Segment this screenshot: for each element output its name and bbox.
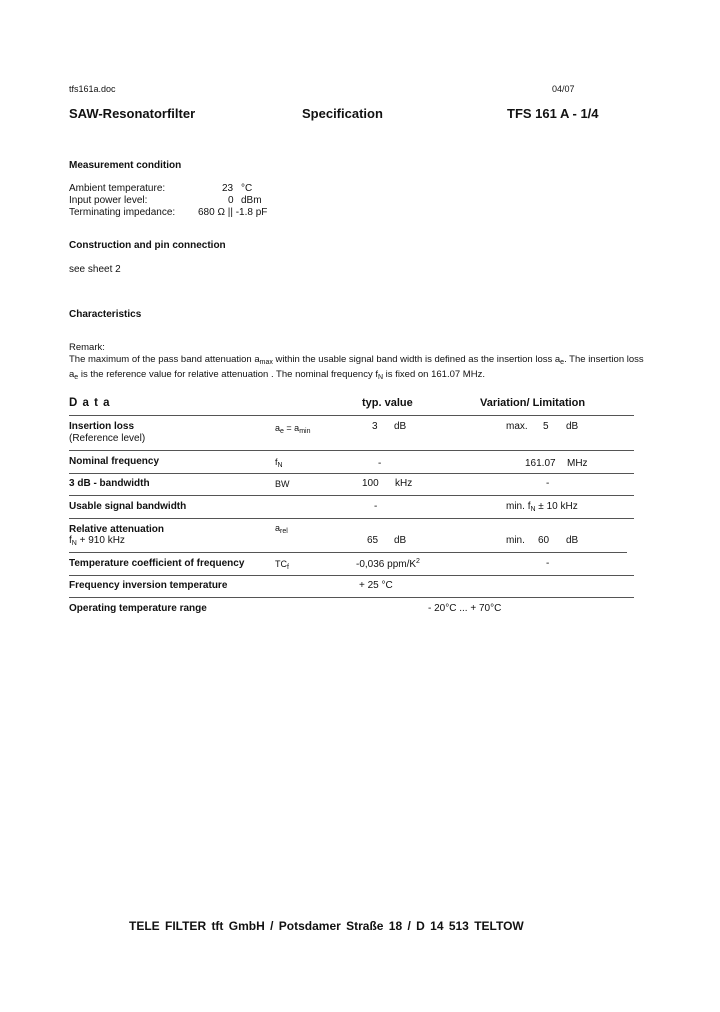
remark-text: The maximum of the pass band attenuation $a_{max}$ within the usable signal band width is defined as the insertion loss $a_e$. The insertion loss $a_e$ is the reference value for relative attenuation . The nominal frequency $f_N$ is fixed on 161.07 MHz. xyxy=(69,354,644,381)
measurement-heading: Measurement condition xyxy=(69,160,182,171)
row-label-nominal-frequency: Nominal frequency xyxy=(69,456,160,467)
symbol-insertion-loss: $a_e = a_{min}$ xyxy=(275,423,311,435)
remark-label: Remark: xyxy=(69,342,105,353)
typ-unit: dB xyxy=(394,421,407,432)
table-divider xyxy=(69,597,634,598)
symbol-nominal-frequency: $f_N$ xyxy=(275,457,283,469)
document-type: Specification xyxy=(302,106,383,121)
row-label-operating-range: Operating temperature range xyxy=(69,603,207,614)
var-value: - xyxy=(546,558,550,569)
measurement-unit: °C xyxy=(241,183,253,194)
table-divider xyxy=(69,415,634,416)
row-label-usable-bandwidth: Usable signal bandwidth xyxy=(69,501,187,512)
construction-heading: Construction and pin connection xyxy=(69,240,226,251)
row-label-temp-coefficient: Temperature coefficient of frequency xyxy=(69,558,245,569)
var-unit: dB xyxy=(566,535,579,546)
var-unit: MHz xyxy=(567,458,588,469)
typ-unit: dB xyxy=(394,535,407,546)
symbol-temp-coefficient: $TC_f$ xyxy=(275,559,289,571)
table-divider xyxy=(69,575,634,576)
typ-value: 65 xyxy=(367,535,379,546)
table-divider xyxy=(69,518,634,519)
col-var-header: Variation/ Limitation xyxy=(480,397,586,409)
var-prefix: max. xyxy=(506,421,528,432)
row-sublabel-offset: $f_N + 910$ kHz xyxy=(69,535,125,547)
symbol-bandwidth: BW xyxy=(275,479,290,489)
document-date: 04/07 xyxy=(552,84,575,94)
measurement-unit: dBm xyxy=(241,195,262,206)
construction-text: see sheet 2 xyxy=(69,264,121,275)
measurement-label: Terminating impedance: xyxy=(69,207,176,218)
row-label-relative-attenuation: Relative attenuation xyxy=(69,524,165,535)
product-type: SAW-Resonatorfilter xyxy=(69,106,196,121)
col-typ-header: typ. value xyxy=(362,397,413,409)
measurement-value: 0 xyxy=(228,195,234,206)
table-divider xyxy=(69,473,634,474)
var-unit: dB xyxy=(566,421,579,432)
typ-value: -0,036 ppm/$K^2$ xyxy=(356,558,420,570)
footer-address: TELE FILTER tft GmbH / Potsdamer Straße 18 / D 14 513 TELTOW xyxy=(129,919,524,933)
measurement-label: Ambient temperature: xyxy=(69,183,166,194)
row-label-insertion-loss: Insertion loss xyxy=(69,421,135,432)
row-sublabel-reference: (Reference level) xyxy=(69,433,146,444)
table-divider xyxy=(69,450,634,451)
typ-value: - xyxy=(374,501,378,512)
typ-value: + 25 °C xyxy=(359,580,393,591)
typ-value: 3 xyxy=(372,421,378,432)
col-data-header: D a t a xyxy=(69,397,111,409)
row-label-inversion-temp: Frequency inversion temperature xyxy=(69,580,228,591)
var-usable: min. $f_N \pm 10$ kHz xyxy=(506,501,578,513)
measurement-value: 680 Ω || -1.8 pF xyxy=(198,207,268,218)
measurement-label: Input power level: xyxy=(69,195,148,206)
var-value: 60 xyxy=(538,535,550,546)
var-prefix: min. xyxy=(506,535,525,546)
row-label-bandwidth: 3 dB - bandwidth xyxy=(69,478,150,489)
measurement-value: 23 xyxy=(222,183,234,194)
file-name: tfs161a.doc xyxy=(69,84,116,94)
table-divider xyxy=(69,495,634,496)
typ-unit: kHz xyxy=(395,478,413,489)
typ-value: - xyxy=(378,458,382,469)
var-value: - xyxy=(546,478,550,489)
var-value: 161.07 xyxy=(525,458,556,469)
var-value: 5 xyxy=(543,421,549,432)
part-number: TFS 161 A - 1/4 xyxy=(507,106,599,121)
table-divider xyxy=(69,552,627,553)
symbol-relative-attenuation: $a_{rel}$ xyxy=(275,523,288,535)
operating-range-value: - 20°C ... + 70°C xyxy=(428,603,502,614)
typ-value: 100 xyxy=(362,478,379,489)
characteristics-heading: Characteristics xyxy=(69,309,142,320)
